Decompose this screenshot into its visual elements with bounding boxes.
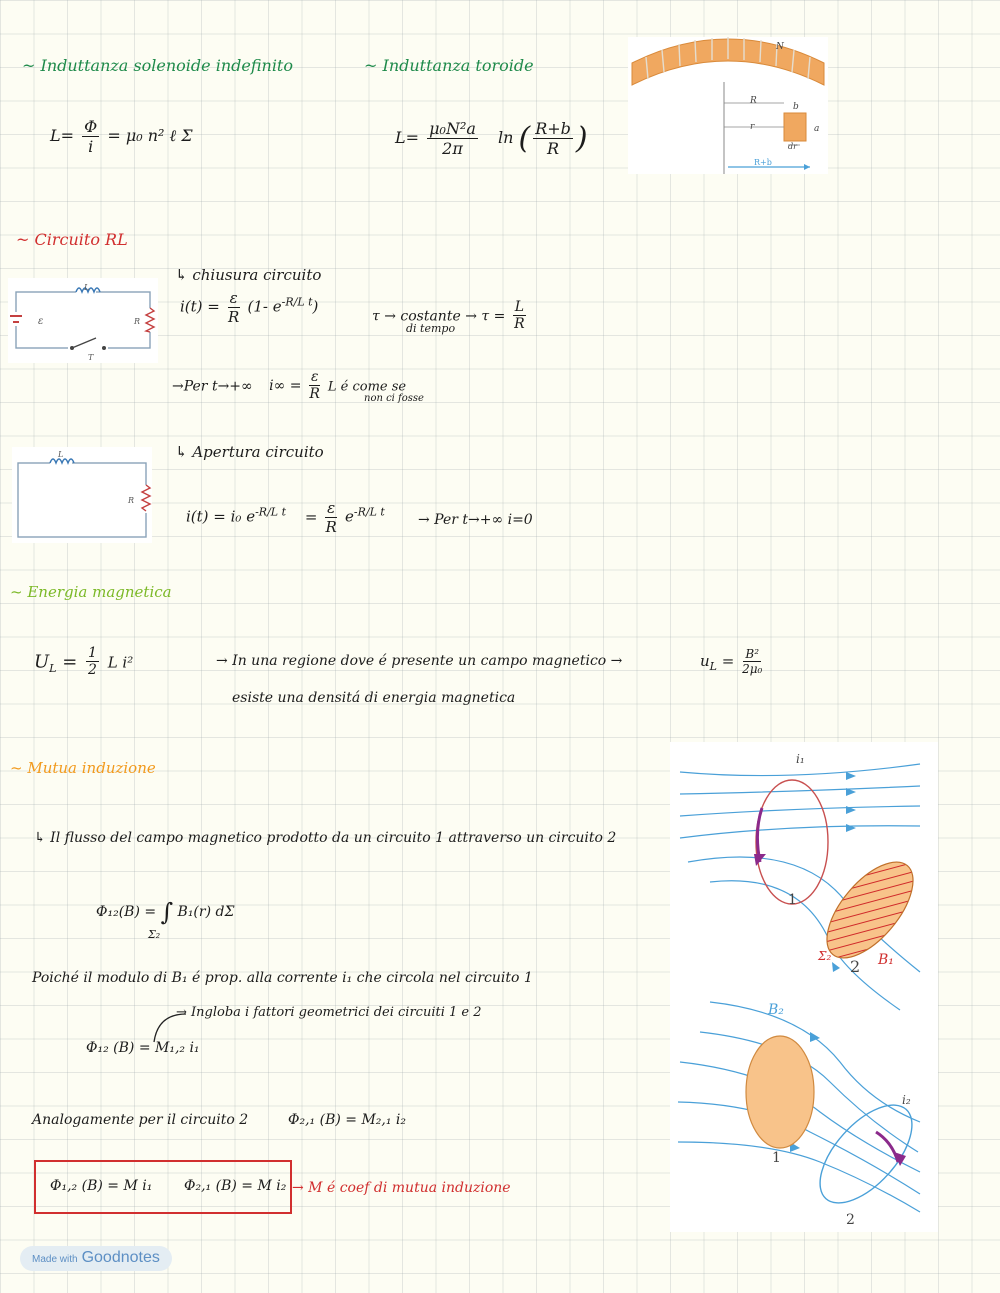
toroid-lhs: L= [395, 128, 420, 148]
rl-opening-formula [186, 500, 385, 535]
mutual-box-note: → M é coef di mutua induzione [292, 1180, 511, 1196]
mutual-flux-lhs: Φ₁₂(B) = [96, 904, 157, 920]
rl-opening-e: e [345, 507, 354, 526]
circuit-opening-figure [12, 447, 152, 543]
rl-opening-R: R [325, 517, 337, 536]
rl-closing-formula [180, 290, 318, 325]
heading-toroid: ~ Induttanza toroide [364, 56, 534, 75]
energy-B2: B² [745, 647, 760, 661]
rl-i-inf: i∞ = [269, 378, 302, 395]
circuit1-label-L: L [84, 283, 90, 292]
mutual-flux-desc: ↳ Il flusso del campo magnetico prodotto da un circuito 1 attraverso un circuito 2 [34, 830, 617, 846]
heading-rl: ~ Circuito RL [16, 230, 128, 249]
energy-u: u [700, 652, 710, 671]
rl-limit-note: L é come se [327, 379, 407, 395]
mutual-svg [670, 742, 938, 1232]
toroid-arg-den: R [547, 138, 560, 158]
energy-one: 1 [88, 645, 97, 661]
toroid-arg-num: R+b [535, 119, 571, 138]
solenoid-i: i [88, 136, 94, 156]
badge-made-with: Made with [32, 1254, 78, 1265]
solenoid-phi: Φ [84, 117, 98, 136]
toroid-figure [628, 37, 828, 174]
mutual-figure [670, 742, 938, 1232]
circuit2-label-L: L [58, 450, 64, 459]
heading-energy: ~ Energia magnetica [10, 583, 172, 601]
toroid-label-Rb: R+b [754, 158, 772, 167]
fig1-two: 2 [850, 957, 861, 976]
mutual-flux-rhs: B₁(r) dΣ [177, 904, 235, 920]
solenoid-lhs: L= [50, 126, 75, 146]
rl-tau-text: τ → costante [372, 308, 461, 325]
fig2-B2: B₂ [768, 1002, 784, 1018]
rl-opening-limit: → Per t→+∞ i=0 [418, 512, 533, 528]
mutual-phi12: Φ₁₂ (B) = M₁,₂ i₁ [86, 1040, 200, 1056]
rl-closing-exp: -R/L t [281, 295, 313, 309]
energy-eq: = [62, 651, 78, 673]
rl-closing-lhs: i(t) = [180, 297, 220, 316]
rl-tau-R: R [514, 316, 525, 333]
heading-solenoid: ~ Induttanza solenoide indefinito [22, 56, 293, 75]
toroid-ln: ln [497, 128, 514, 148]
fig1-one: 1 [788, 892, 797, 908]
fig1-B1: B₁ [878, 952, 894, 968]
rl-opening-eq: = [304, 507, 318, 526]
energy-U: U [34, 651, 50, 673]
mutual-flux-formula [96, 898, 234, 926]
energy-density-formula [700, 648, 765, 676]
fig2-one: 1 [772, 1150, 781, 1166]
rl-tau-arrow: → τ = [465, 308, 506, 325]
fig2-i2: i₂ [902, 1093, 911, 1107]
toroid-open-paren: ( [518, 121, 531, 157]
solenoid-formula [50, 118, 193, 155]
energy-formula [34, 646, 133, 679]
circuit1-label-R: R [134, 317, 141, 326]
rl-closing-paren: (1- e [247, 297, 282, 316]
solenoid-rhs: = μ₀ n² ℓ Σ [107, 126, 193, 146]
toroid-label-N: N [776, 42, 784, 52]
mutual-box-eq1: Φ₁,₂ (B) = M i₁ [50, 1178, 153, 1194]
rl-limit-R: R [309, 386, 320, 403]
circuit2-label-R: R [128, 496, 135, 505]
badge-brand: Goodnotes [81, 1249, 160, 1266]
rl-opening-label: ↳ Apertura circuito [175, 443, 324, 461]
mutual-integral-sub: Σ₂ [148, 928, 161, 941]
rl-opening-exp2: -R/L t [353, 505, 385, 519]
rl-tau-L: L [514, 299, 525, 315]
toroid-label-dr: dr [788, 142, 797, 151]
mutual-box-eq2: Φ₂,₁ (B) = M i₂ [184, 1178, 287, 1194]
rl-opening-lhs: i(t) = i₀ e [186, 507, 256, 526]
rl-closing-R: R [228, 307, 240, 326]
rl-closing-close: ) [312, 297, 319, 316]
circuit-closing-svg [8, 278, 158, 363]
rl-closing-E: ε [229, 289, 238, 307]
energy-two: 2 [88, 662, 97, 679]
toroid-label-a: a [814, 124, 820, 134]
goodnotes-badge[interactable] [20, 1246, 172, 1271]
toroid-label-r: r [750, 122, 755, 132]
toroid-num: μ₀N²a [429, 119, 476, 138]
energy-u-eq: = [721, 652, 735, 671]
mutual-box [34, 1160, 292, 1214]
rl-limit-prefix: →Per t→+∞ [172, 378, 253, 395]
circuit1-label-T: T [88, 353, 94, 362]
rl-limit-E: ε [310, 369, 319, 385]
toroid-label-R: R [750, 96, 757, 106]
fig2-two: 2 [846, 1212, 855, 1228]
toroid-svg [628, 37, 828, 174]
mutual-analog: Analogamente per il circuito 2 [32, 1112, 249, 1128]
toroid-label-b: b [793, 102, 799, 112]
energy-2mu: 2μ₀ [742, 662, 763, 677]
energy-Li2: L i² [107, 653, 134, 672]
mutual-since: Poiché il modulo di B₁ é prop. alla corrente i₁ che circola nel circuito 1 [32, 970, 533, 986]
mutual-phi21: Φ₂,₁ (B) = M₂,₁ i₂ [288, 1112, 406, 1128]
toroid-formula [395, 120, 588, 157]
energy-u-sub: L [709, 660, 717, 674]
circuit1-label-E: ε [38, 316, 44, 327]
toroid-den: 2π [442, 138, 463, 158]
heading-mutual: ~ Mutua induzione [10, 759, 156, 777]
mutual-ingloba: → Ingloba i fattori geometrici dei circuiti 1 e 2 [176, 1005, 482, 1020]
rl-tau-sub: di tempo [406, 322, 456, 335]
circuit-closing-figure [8, 278, 158, 363]
rl-opening-E: ε [327, 499, 336, 517]
rl-closing-label: ↳ chiusura circuito [175, 266, 322, 284]
rl-opening-exp: -R/L t [255, 505, 287, 519]
toroid-close-paren: ) [575, 121, 588, 157]
fig1-i1: i₁ [796, 752, 805, 766]
circuit-opening-svg [12, 447, 152, 543]
energy-desc2: esiste una densitá di energia magnetica [232, 690, 516, 706]
fig1-sigma2: Σ₂ [818, 949, 832, 963]
mutual-integral: ∫ [160, 898, 174, 926]
rl-limit-note2: non ci fosse [364, 393, 424, 404]
energy-desc1: → In una regione dove é presente un campo magnetico → [216, 653, 623, 669]
energy-U-sub: L [49, 661, 57, 675]
